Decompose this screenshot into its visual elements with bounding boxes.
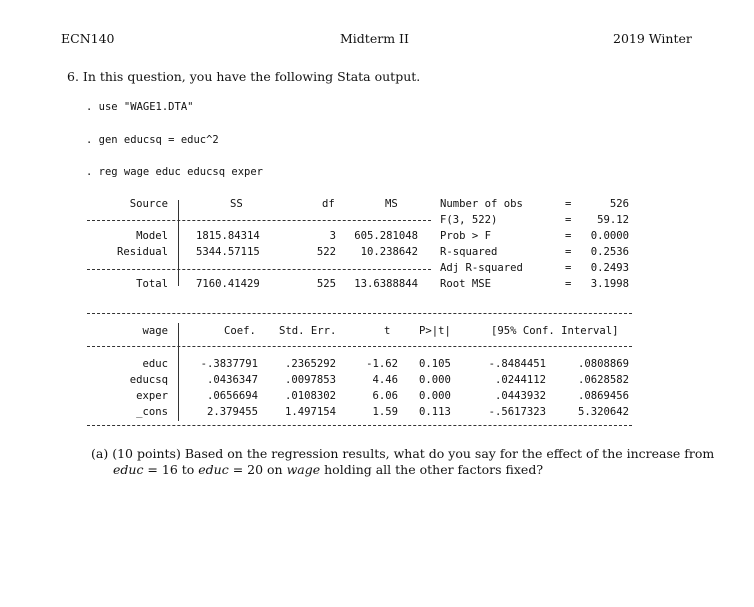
anova-row-total-ss: 7160.41429: [196, 278, 260, 290]
coef-divider: [178, 323, 179, 421]
part-a-eq-second: = 20 on: [228, 462, 287, 477]
anova-divider: [178, 200, 179, 286]
anova-row-residual-ss: 5344.57115: [196, 246, 260, 258]
part-a-wage: wage: [286, 462, 321, 477]
fit-value-f: 59.12: [597, 214, 629, 226]
exam-title: Midterm II: [340, 31, 409, 46]
part-a-line1: [91, 446, 714, 461]
part-a-educ-second: educ: [198, 462, 229, 477]
command-use: . use "WAGE1.DTA": [86, 101, 194, 113]
coef-row-exper-var: exper: [136, 390, 168, 402]
coef-header-var: wage: [142, 325, 168, 337]
coef-row-cons-lo: -.5617323: [488, 406, 546, 418]
fit-value-nobs: 526: [609, 198, 629, 210]
part-a-text: Based on the regression results, what do you say for the effect of the increase from: [184, 446, 715, 461]
coef-row-cons-se: 1.497154: [284, 406, 336, 418]
coef-row-cons-coef: 2.379455: [206, 406, 258, 418]
fit-eq-probf: =: [565, 230, 572, 242]
coef-row-educsq-t: 4.46: [372, 374, 398, 386]
coef-header-se: Std. Err.: [279, 325, 337, 337]
coef-row-exper-coef: .0656694: [206, 390, 258, 402]
coef-row-exper-lo: .0443932: [494, 390, 546, 402]
coef-row-educ-var: educ: [142, 358, 168, 370]
anova-row-model-ss: 1815.84314: [196, 230, 260, 242]
fit-label-probf: Prob > F: [440, 230, 492, 242]
coef-header-t: t: [384, 325, 391, 337]
question-intro: 6. In this question, you have the following Stata output.: [67, 69, 421, 84]
anova-separator-top: [87, 220, 431, 221]
coef-row-educ-t: -1.62: [366, 358, 398, 370]
coef-row-educ-hi: .0808869: [577, 358, 629, 370]
anova-header-ss: SS: [230, 198, 243, 210]
coef-row-educ-coef: -.3837791: [200, 358, 258, 370]
coef-row-exper-t: 6.06: [372, 390, 398, 402]
anova-row-model-ms: 605.281048: [354, 230, 418, 242]
fit-eq-adjr2: =: [565, 262, 572, 274]
coef-header-ci: [95% Conf. Interval]: [491, 325, 619, 337]
anova-row-model-df: 3: [329, 230, 336, 242]
fit-label-r2: R-squared: [440, 246, 498, 258]
part-a-label: (a): [91, 446, 109, 461]
anova-row-total-df: 525: [316, 278, 336, 290]
exam-term: 2019 Winter: [613, 31, 692, 46]
coef-row-educsq-lo: .0244112: [494, 374, 546, 386]
anova-row-model-source: Model: [136, 230, 168, 242]
coef-row-educsq-p: 0.000: [419, 374, 451, 386]
fit-label-nobs: Number of obs: [440, 198, 523, 210]
anova-header-ms: MS: [385, 198, 398, 210]
coef-separator-mid: [87, 346, 632, 347]
anova-row-residual-df: 522: [316, 246, 336, 258]
part-a-tail: holding all the other factors fixed?: [320, 462, 544, 477]
part-a-educ-first: educ: [113, 462, 144, 477]
coef-row-exper-se: .0108302: [284, 390, 336, 402]
anova-row-residual-ms: 10.238642: [360, 246, 418, 258]
coef-row-educ-lo: -.8484451: [488, 358, 546, 370]
command-gen: . gen educsq = educ^2: [86, 134, 219, 146]
fit-value-probf: 0.0000: [590, 230, 629, 242]
coef-row-cons-p: 0.113: [419, 406, 451, 418]
command-reg: . reg wage educ educsq exper: [86, 166, 264, 178]
coef-row-cons-hi: 5.320642: [577, 406, 629, 418]
coef-row-educ-p: 0.105: [419, 358, 451, 370]
anova-header-source: Source: [129, 198, 168, 210]
coef-row-educsq-coef: .0436347: [206, 374, 258, 386]
fit-eq-rmse: =: [565, 278, 572, 290]
anova-row-total-source: Total: [136, 278, 168, 290]
coef-row-cons-t: 1.59: [372, 406, 398, 418]
coef-separator-top: [87, 313, 632, 314]
anova-header-df: df: [322, 198, 335, 210]
coef-row-educ-se: .2365292: [284, 358, 336, 370]
fit-value-rmse: 3.1998: [590, 278, 629, 290]
fit-label-f: F(3, 522): [440, 214, 498, 226]
anova-separator-bottom: [87, 269, 431, 270]
coef-row-cons-var: _cons: [136, 406, 168, 418]
fit-eq-nobs: =: [565, 198, 572, 210]
part-a-points: (10 points): [112, 446, 181, 461]
anova-row-total-ms: 13.6388844: [354, 278, 418, 290]
fit-value-adjr2: 0.2493: [590, 262, 629, 274]
coef-row-educsq-var: educsq: [129, 374, 168, 386]
coef-row-exper-p: 0.000: [419, 390, 451, 402]
coef-row-exper-hi: .0869456: [577, 390, 629, 402]
anova-row-residual-source: Residual: [116, 246, 168, 258]
fit-eq-f: =: [565, 214, 572, 226]
coef-row-educsq-hi: .0628582: [577, 374, 629, 386]
part-a-eq-first: = 16 to: [143, 462, 199, 477]
coef-separator-bottom: [87, 425, 632, 426]
coef-row-educsq-se: .0097853: [284, 374, 336, 386]
coef-header-coef: Coef.: [224, 325, 256, 337]
course-code: ECN140: [61, 31, 115, 46]
fit-label-rmse: Root MSE: [440, 278, 492, 290]
part-a-line2: [113, 462, 543, 477]
fit-label-adjr2: Adj R-squared: [440, 262, 523, 274]
fit-value-r2: 0.2536: [590, 246, 629, 258]
coef-header-p: P>|t|: [419, 325, 451, 337]
fit-eq-r2: =: [565, 246, 572, 258]
